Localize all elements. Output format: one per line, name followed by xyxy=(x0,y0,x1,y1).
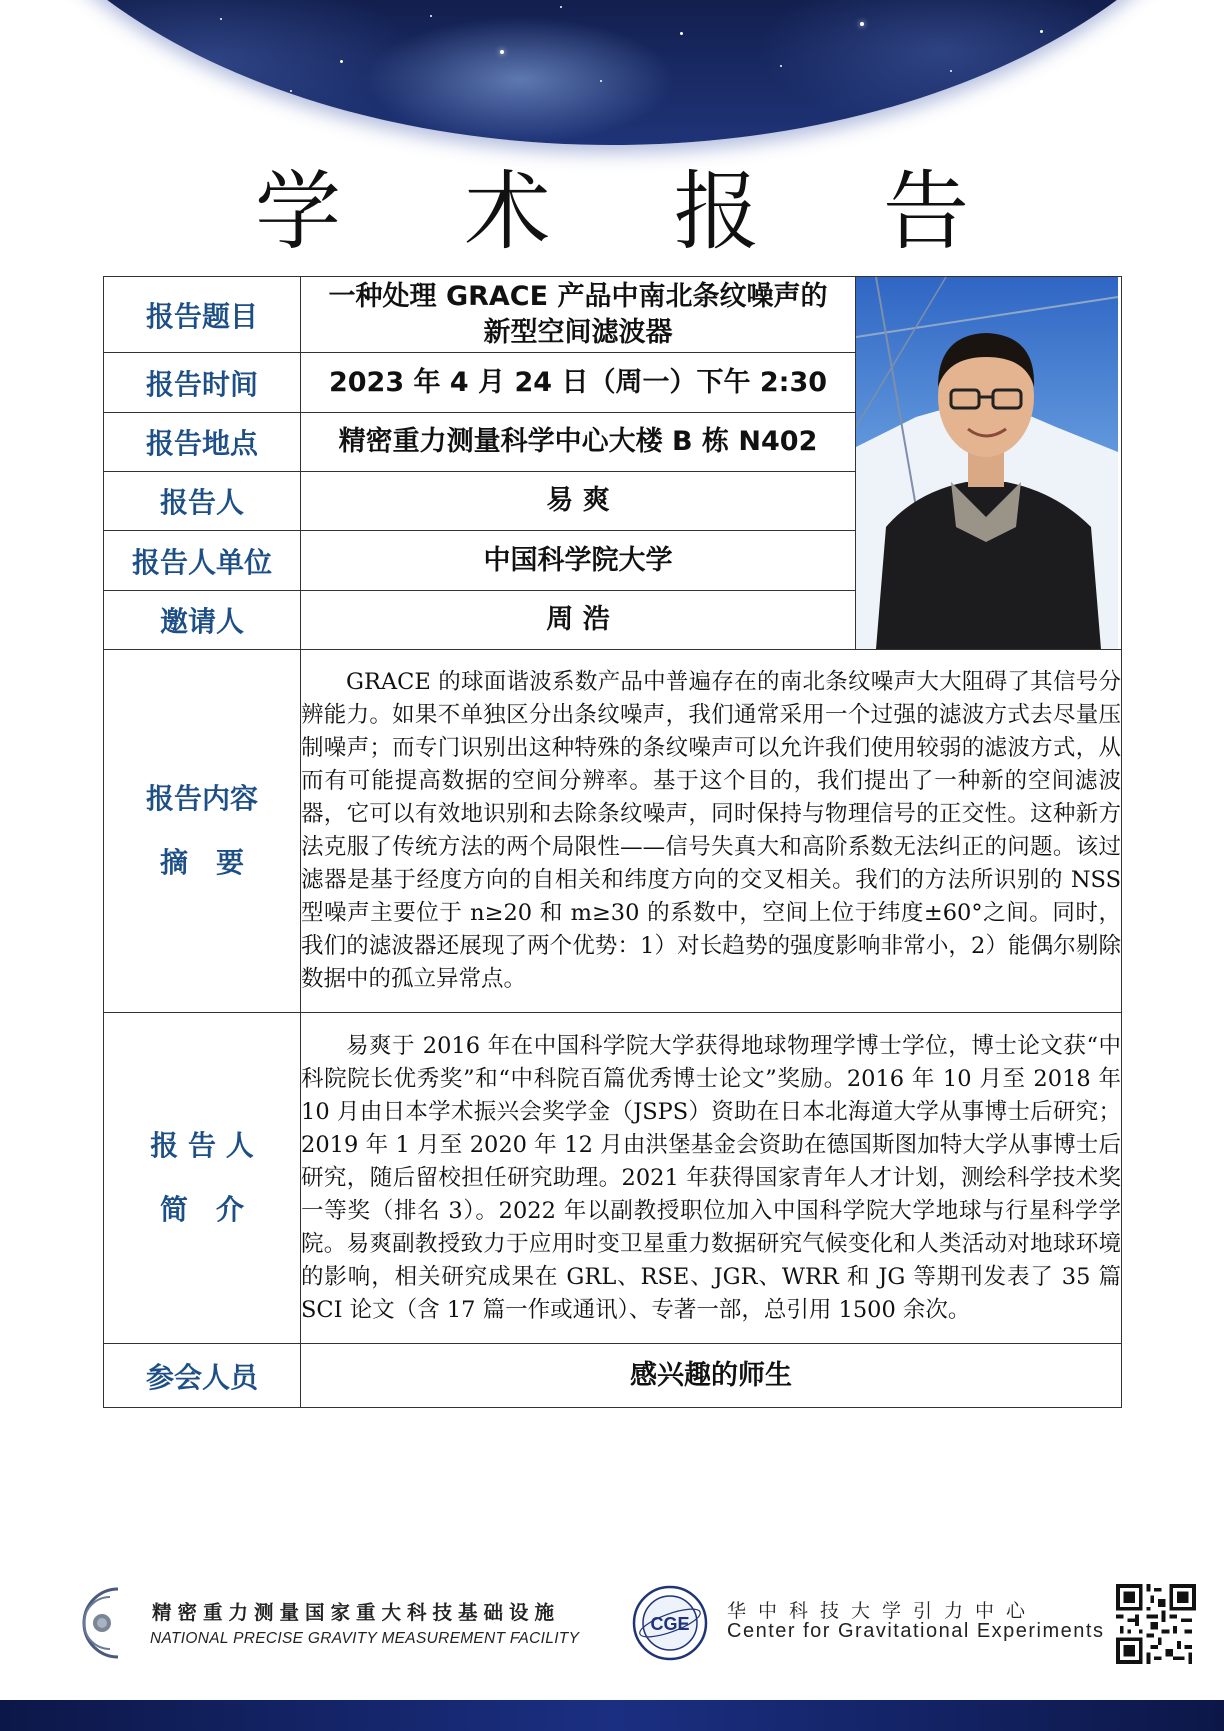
inviter-label: 邀请人 xyxy=(104,590,301,649)
bio-label xyxy=(104,1013,301,1344)
speaker-value: 易 爽 xyxy=(301,472,856,531)
speaker-photo-cell xyxy=(856,277,1122,650)
bio-label-line2: 简 介 xyxy=(159,1193,244,1226)
abstract-content xyxy=(301,650,1122,1013)
topic-value-line1: 一种处理 GRACE 产品中南北条纹噪声的 xyxy=(328,280,828,312)
page-title: 学 术 报 告 xyxy=(254,162,1017,262)
topic-label: 报告题目 xyxy=(104,277,301,353)
abstract-text: GRACE 的球面谐波系数产品中普遍存在的南北条纹噪声大大阻碍了其信号分辨能力。如果不单独区分出条纹噪声，我们通常采用一个过强的滤波方式去尽量压制噪声；而专门识别出这种特殊的条纹噪声可以允许我们使用较弱的滤波方式，从而有可能提高数据的空间分辨率。基于这个目的，我们提出了一种新的空间滤波器，它可以有效地识别和去除条纹噪声，同时保持与物理信号的正交性。这种新方法克服了传统方法的两个局限性——信号失真大和高阶系数无法纠正的问题。该过滤器是基于经度方向的自相关和纬度方向的交叉相关。我们的方法所识别的 NSS 型噪声主要位于 n≥20 和 m≥30 的系数中，空间上位于纬度±60°之间。同时，我们的滤波器还展现了两个优势：1）对长趋势的强度影响非常小，2）能偶尔剔除数据中的孤立异常点。 xyxy=(301,669,1121,992)
footer-band xyxy=(0,1700,1224,1731)
abstract-label-line2: 摘 要 xyxy=(159,846,244,879)
space-header-image xyxy=(0,0,1224,145)
place-value: 精密重力测量科学中心大楼 B 栋 N402 xyxy=(301,412,856,471)
cge-logo-text: CGE xyxy=(650,1614,690,1634)
abstract-label-line1: 报告内容 xyxy=(145,782,258,815)
cge-logo-icon xyxy=(631,1584,709,1662)
bio-content xyxy=(301,1013,1122,1344)
time-label: 报告时间 xyxy=(104,353,301,412)
topic-value-line2: 新型空间滤波器 xyxy=(483,316,673,348)
affiliation-label: 报告人单位 xyxy=(104,531,301,590)
npgm-logo-icon xyxy=(78,1585,154,1661)
cge-name-cn: 华中科技大学引力中心 xyxy=(727,1600,1038,1622)
bio-text: 易爽于 2016 年在中国科学院大学获得地球物理学博士学位，博士论文获“中科院院长优秀奖”和“中科院百篇优秀博士论文”奖励。2016 年 10 月至 2018 年 10 月由日本学术振兴会奖学金（JSPS）资助在日本北海道大学从事博士后研究；2019 年 1 月至 2020 年 12 月由洪堡基金会资助在德国斯图加特大学从事博士后研究，随后留校担任研究助理。2021 年获得国家青年人才计划，测绘科学技术奖一等奖（排名 3）。2022 年以副教授职位加入中国科学院大学地球与行星科学学院。易爽副教授致力于应用时变卫星重力数据研究气候变化和人类活动对地球环境的影响，相关研究成果在 GRL、RSE、JGR、WRR 和 JG 等期刊发表了 35 篇 SCI 论文（含 17 篇一作或通讯）、专著一部，总引用 1500 余次。 xyxy=(301,1032,1121,1323)
attendees-label: 参会人员 xyxy=(104,1344,301,1408)
speaker-photo xyxy=(856,277,1118,649)
report-info-table xyxy=(103,276,1122,1408)
topic-value xyxy=(301,277,856,353)
npgm-name-en: NATIONAL PRECISE GRAVITY MEASUREMENT FACILITY xyxy=(150,1630,580,1647)
place-label: 报告地点 xyxy=(104,412,301,471)
npgm-name-cn: 精密重力测量国家重大科技基础设施 xyxy=(152,1601,561,1624)
qr-code-icon xyxy=(1116,1584,1196,1664)
speaker-label: 报告人 xyxy=(104,472,301,531)
attendees-value: 感兴趣的师生 xyxy=(301,1344,1122,1408)
inviter-value: 周 浩 xyxy=(301,590,856,649)
affiliation-value: 中国科学院大学 xyxy=(301,531,856,590)
time-value: 2023 年 4 月 24 日（周一）下午 2:30 xyxy=(301,353,856,412)
cge-name-en: Center for Gravitational Experiments xyxy=(727,1620,1105,1642)
abstract-label xyxy=(104,650,301,1013)
bio-label-line1: 报 告 人 xyxy=(150,1129,254,1162)
